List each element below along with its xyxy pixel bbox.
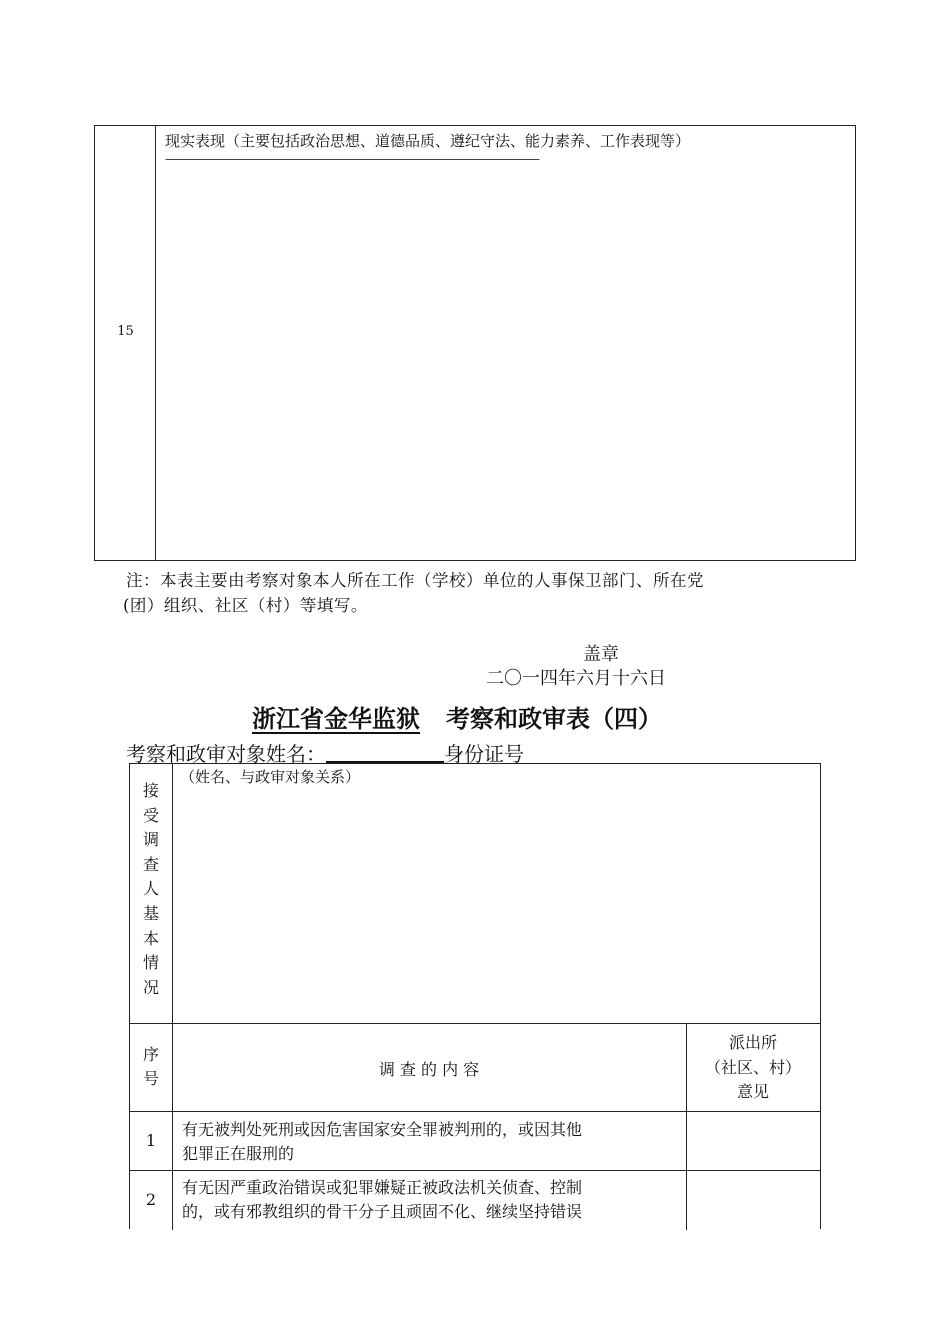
- form-title: [200, 699, 760, 734]
- seal-date: 二〇一四年六月十六日: [486, 668, 666, 689]
- column-divider: [172, 764, 173, 1230]
- id-number-label: 身份证号: [444, 742, 524, 766]
- row-number: 15: [117, 324, 134, 339]
- note-line-2: (团）组织、社区（村）等填写。: [123, 596, 368, 615]
- row-1-opinion-field[interactable]: [687, 1112, 819, 1169]
- row-2-opinion-field[interactable]: [687, 1171, 819, 1229]
- content-header: 调 查 的 内 容: [378, 1060, 480, 1079]
- row-2-number: 2: [145, 1190, 157, 1209]
- row-1-content: 有无被判处死刑或因危害国家安全罪被判刑的，或因其他 犯罪正在服刑的: [182, 1120, 583, 1163]
- performance-table: [94, 125, 856, 561]
- seq-header: 序 号: [142, 1045, 159, 1088]
- respondent-info-label: 接 受 调 查 人 基 本 情 况: [142, 781, 159, 997]
- note-line-1: 注：本表主要由考察对象本人所在工作（学校）单位的人事保卫部门、所在党: [126, 571, 704, 590]
- row-2-content: 有无因严重政治错误或犯罪嫌疑正被政法机关侦查、控制 的，或有邪教组织的骨干分子且顽固不化、继续坚持错误: [182, 1178, 583, 1221]
- respondent-hint: （姓名、与政审对象关系）: [180, 768, 361, 786]
- row-divider: [130, 1023, 820, 1024]
- investigation-table: [129, 763, 821, 1229]
- fill-in-dash-line: ——————————————————————————————————: [165, 152, 539, 166]
- subject-name-label: 考察和政审对象姓名：: [126, 742, 326, 766]
- seal-label: 盖章: [583, 644, 619, 665]
- row-1-number: 1: [145, 1131, 157, 1150]
- title-form-name: 考察和政审表（四）: [446, 704, 662, 733]
- title-organization: 浙江省金华监狱: [252, 704, 420, 733]
- row-number-cell: [95, 126, 156, 560]
- subject-name-blank[interactable]: [326, 741, 444, 763]
- performance-label: 现实表现（主要包括政治思想、道德品质、遵纪守法、能力素养、工作表现等）: [165, 132, 691, 150]
- opinion-header: 派出所 （社区、村） 意见: [704, 1033, 801, 1101]
